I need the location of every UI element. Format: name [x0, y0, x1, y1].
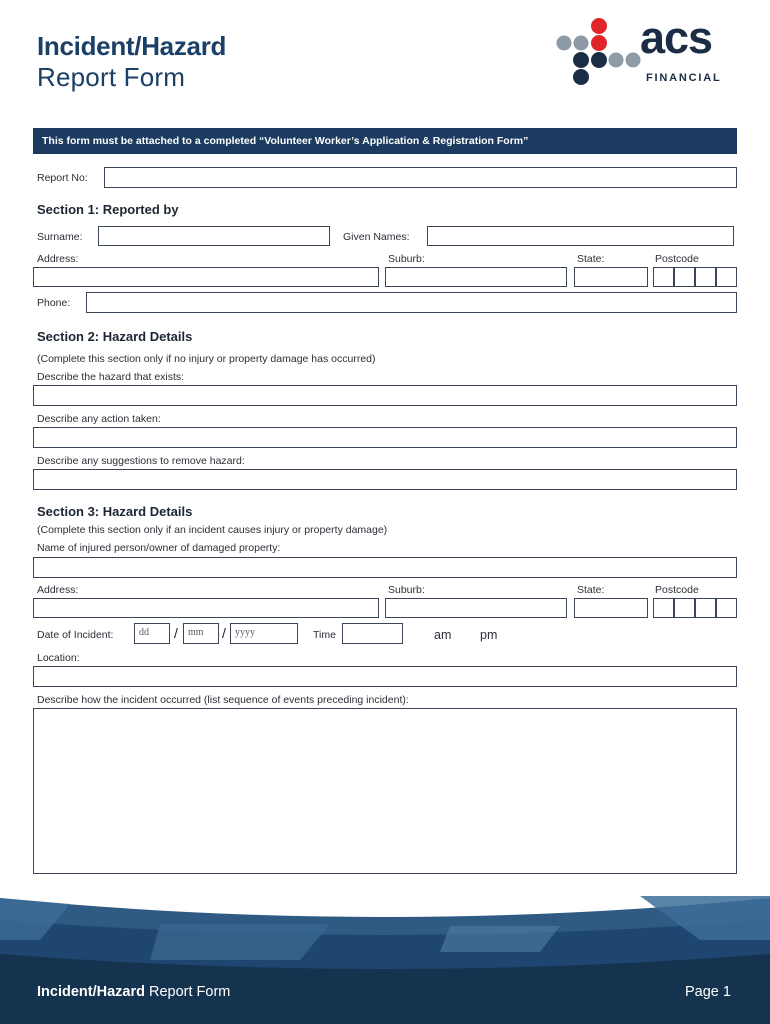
- hazard-label: Describe the hazard that exists:: [37, 371, 185, 383]
- state-label: State:: [577, 253, 605, 265]
- surname-field[interactable]: [98, 226, 330, 246]
- surname-label: Surname:: [37, 231, 83, 243]
- date-separator: /: [222, 625, 226, 641]
- location-label: Location:: [37, 652, 80, 664]
- am-option[interactable]: am: [434, 628, 452, 642]
- date-year-field[interactable]: yyyy: [230, 623, 298, 644]
- suburb-field[interactable]: [385, 267, 567, 287]
- postcode-digit-3[interactable]: [695, 267, 716, 287]
- address-label: Address:: [37, 253, 79, 265]
- postcode-digit-2[interactable]: [674, 267, 695, 287]
- section1-heading: Section 1: Reported by: [37, 202, 179, 217]
- postcode-label: Postcode: [655, 253, 699, 265]
- suburb-label: Suburb:: [388, 253, 425, 265]
- logo-wordmark: acs: [640, 12, 713, 63]
- footer-title: [37, 984, 230, 1000]
- given-names-label: Given Names:: [343, 231, 410, 243]
- footer-title-light: Report Form: [149, 984, 231, 1000]
- s3-suburb-label: Suburb:: [388, 584, 425, 596]
- section2-heading: Section 2: Hazard Details: [37, 329, 193, 344]
- footer-band: [0, 890, 770, 1024]
- report-no-label: Report No:: [37, 172, 88, 184]
- logo-subtitle: FINANCIAL: [646, 72, 722, 84]
- injured-label: Name of injured person/owner of damaged property:: [37, 542, 281, 554]
- s3-address-label: Address:: [37, 584, 79, 596]
- suggestions-field[interactable]: [33, 469, 737, 490]
- date-separator: /: [174, 625, 178, 641]
- form-subtitle: Report Form: [37, 62, 186, 92]
- date-of-incident-label: Date of Incident:: [37, 629, 114, 641]
- section3-note: (Complete this section only if an incident causes injury or property damage): [37, 524, 388, 536]
- section3-heading: Section 3: Hazard Details: [37, 504, 193, 519]
- address-field[interactable]: [33, 267, 379, 287]
- report-no-field[interactable]: [104, 167, 737, 188]
- s3-postcode-label: Postcode: [655, 584, 699, 596]
- s3-address-field[interactable]: [33, 598, 379, 618]
- phone-label: Phone:: [37, 297, 71, 309]
- s3-state-field[interactable]: [574, 598, 648, 618]
- date-day-field[interactable]: dd: [134, 623, 170, 644]
- postcode-digit-4[interactable]: [716, 267, 737, 287]
- location-field[interactable]: [33, 666, 737, 687]
- attachment-notice-banner: This form must be attached to a completed “Volunteer Worker’s Application & Registration Form”: [33, 128, 737, 154]
- s3-postcode-digit-1[interactable]: [653, 598, 674, 618]
- pm-option[interactable]: pm: [480, 628, 498, 642]
- s3-postcode-digit-2[interactable]: [674, 598, 695, 618]
- s3-postcode-digit-3[interactable]: [695, 598, 716, 618]
- time-label: Time: [313, 629, 336, 641]
- phone-field[interactable]: [86, 292, 737, 313]
- postcode-digit-1[interactable]: [653, 267, 674, 287]
- s3-postcode-digit-4[interactable]: [716, 598, 737, 618]
- footer-title-bold: Incident/Hazard: [37, 984, 145, 1000]
- time-field[interactable]: [342, 623, 403, 644]
- describe-incident-label: Describe how the incident occurred (list sequence of events preceding incident):: [37, 694, 409, 706]
- s3-suburb-field[interactable]: [385, 598, 567, 618]
- s3-state-label: State:: [577, 584, 605, 596]
- state-field[interactable]: [574, 267, 648, 287]
- action-label: Describe any action taken:: [37, 413, 161, 425]
- action-field[interactable]: [33, 427, 737, 448]
- describe-incident-textarea[interactable]: [33, 708, 737, 874]
- page-number: Page 1: [685, 984, 731, 1000]
- hazard-field[interactable]: [33, 385, 737, 406]
- date-month-field[interactable]: mm: [183, 623, 219, 644]
- form-title: Incident/Hazard: [37, 31, 227, 61]
- given-names-field[interactable]: [427, 226, 734, 246]
- acs-logo: [552, 12, 738, 88]
- section2-note: (Complete this section only if no injury or property damage has occurred): [37, 353, 376, 365]
- injured-field[interactable]: [33, 557, 737, 578]
- suggestions-label: Describe any suggestions to remove hazard:: [37, 455, 245, 467]
